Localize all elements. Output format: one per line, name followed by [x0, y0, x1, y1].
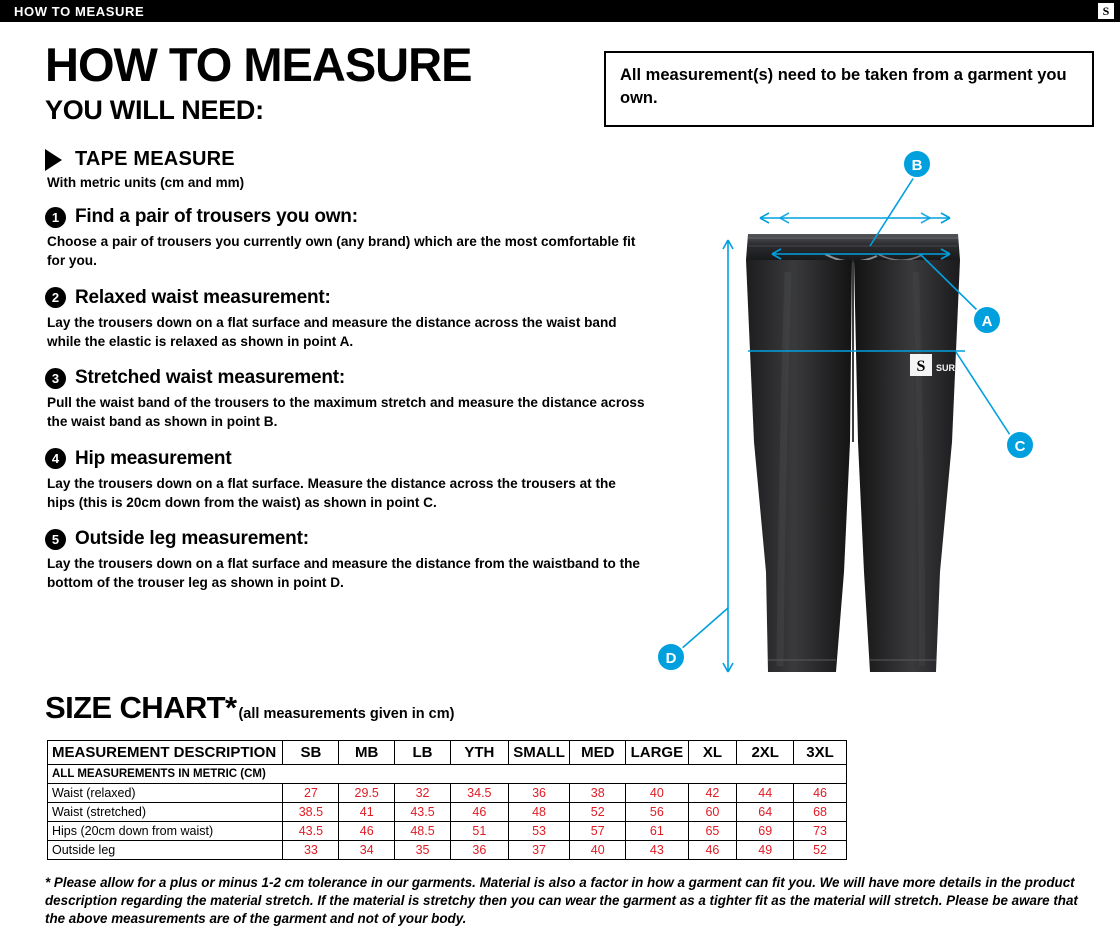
trousers-graphic [746, 234, 960, 672]
titlebar-title: HOW TO MEASURE [14, 3, 145, 19]
svg-text:A: A [981, 313, 993, 330]
column-header-description: MEASUREMENT DESCRIPTION [48, 741, 283, 765]
callout-c [1006, 431, 1034, 459]
step-3-body: Pull the waist band of the trousers to the maximum stretch and measure the distance across the waist band as shown in point B. [47, 395, 645, 430]
tape-measure-sublabel: With metric units (cm and mm) [47, 175, 245, 191]
cell-outside-leg-med: 40 [570, 841, 626, 860]
svg-text:S: S [916, 358, 926, 375]
tolerance-footnote: * Please allow for a plus or minus 1-2 cm tolerance in our garments. Material is also a factor in how a garment can fit you. We will have more details in the product description regarding the material stretch. If the material is stretchy then you can wear the garment as a tighter fit as the material will stretch. Please be aware that the above measurements are of the garment and not of your body. [45, 875, 1078, 927]
cell-outside-leg-mb: 34 [339, 841, 395, 860]
trouser-measurement-diagram [620, 142, 1090, 702]
cell-waist-stretched-3xl: 68 [794, 803, 847, 822]
step-4-title: Hip measurement [75, 447, 232, 469]
svg-text:C: C [1014, 438, 1026, 455]
cell-hips-3xl: 73 [794, 822, 847, 841]
step-2-number: 2 [45, 287, 66, 308]
cell-waist-relaxed-med: 38 [570, 784, 626, 803]
cell-waist-relaxed-lb: 32 [395, 784, 451, 803]
row-label-waist-stretched: Waist (stretched) [48, 803, 283, 822]
table-row [48, 784, 847, 803]
size-chart-table [47, 740, 847, 860]
tape-measure-item [45, 148, 645, 171]
cell-hips-mb: 46 [339, 822, 395, 841]
measurement-note-box [604, 51, 1094, 127]
step-2-body: Lay the trousers down on a flat surface and measure the distance across the waist band while the elastic is relaxed as shown in point A. [47, 314, 617, 349]
column-header-mb: MB [339, 741, 395, 765]
cell-outside-leg-yth: 36 [450, 841, 508, 860]
cell-waist-stretched-large: 56 [626, 803, 688, 822]
column-header-3xl: 3XL [794, 741, 847, 765]
metric-note-row [48, 765, 847, 784]
cell-outside-leg-2xl: 49 [737, 841, 794, 860]
step-4-number: 4 [45, 448, 66, 469]
cell-waist-relaxed-3xl: 46 [794, 784, 847, 803]
column-header-yth: YTH [450, 741, 508, 765]
callout-b [903, 150, 931, 178]
page-title: HOW TO MEASURE [45, 38, 472, 91]
callout-d [657, 643, 685, 671]
cell-hips-large: 61 [626, 822, 688, 841]
step-5 [45, 528, 645, 593]
column-header-sb: SB [283, 741, 339, 765]
column-header-2xl: 2XL [737, 741, 794, 765]
triangle-bullet-icon [45, 149, 62, 171]
cell-hips-sb: 43.5 [283, 822, 339, 841]
cell-waist-stretched-small: 48 [508, 803, 570, 822]
svg-text:B: B [911, 157, 923, 174]
step-4 [45, 448, 645, 513]
step-2 [45, 287, 645, 352]
cell-outside-leg-large: 43 [626, 841, 688, 860]
cell-hips-2xl: 69 [737, 822, 794, 841]
cell-waist-stretched-mb: 41 [339, 803, 395, 822]
cell-waist-stretched-2xl: 64 [737, 803, 794, 822]
step-4-body: Lay the trousers down on a flat surface. Measure the distance across the trousers at the hips (this is 20cm down from the waist) as shown in point C. [47, 475, 616, 510]
table-row [48, 841, 847, 860]
cell-outside-leg-xl: 46 [688, 841, 737, 860]
step-3-title: Stretched waist measurement: [75, 367, 345, 389]
row-label-outside-leg: Outside leg [48, 841, 283, 860]
step-5-body: Lay the trousers down on a flat surface and measure the distance from the waistband to the bottom of the trouser leg as shown in point D. [47, 556, 640, 591]
measurement-note-text: All measurement(s) need to be taken from a garment you own. [620, 66, 1067, 108]
cell-waist-relaxed-yth: 34.5 [450, 784, 508, 803]
cell-waist-relaxed-xl: 42 [688, 784, 737, 803]
cell-waist-relaxed-large: 40 [626, 784, 688, 803]
row-label-hips: Hips (20cm down from waist) [48, 822, 283, 841]
step-1-title: Find a pair of trousers you own: [75, 206, 358, 228]
svg-text:SURRIDGE: SURRIDGE [936, 363, 984, 373]
callout-a [973, 306, 1001, 334]
document-page [0, 22, 1120, 927]
step-1-number: 1 [45, 207, 66, 228]
page-subtitle: YOU WILL NEED: [45, 95, 264, 126]
cell-hips-xl: 65 [688, 822, 737, 841]
step-3-number: 3 [45, 368, 66, 389]
cell-waist-stretched-lb: 43.5 [395, 803, 451, 822]
cell-waist-relaxed-sb: 27 [283, 784, 339, 803]
metric-note-cell: ALL MEASUREMENTS IN METRIC (CM) [48, 765, 847, 784]
column-header-small: SMALL [508, 741, 570, 765]
column-header-lb: LB [395, 741, 451, 765]
cell-hips-lb: 48.5 [395, 822, 451, 841]
cell-outside-leg-sb: 33 [283, 841, 339, 860]
table-row [48, 822, 847, 841]
cell-hips-med: 57 [570, 822, 626, 841]
step-5-title: Outside leg measurement: [75, 528, 309, 550]
table-header-row [48, 741, 847, 765]
size-chart-title: SIZE CHART* [45, 690, 237, 725]
cell-waist-stretched-yth: 46 [450, 803, 508, 822]
cell-hips-yth: 51 [450, 822, 508, 841]
size-chart-subtitle: (all measurements given in cm) [238, 706, 455, 722]
cell-waist-stretched-sb: 38.5 [283, 803, 339, 822]
cell-hips-small: 53 [508, 822, 570, 841]
cell-outside-leg-3xl: 52 [794, 841, 847, 860]
step-2-title: Relaxed waist measurement: [75, 286, 331, 308]
tape-measure-label: TAPE MEASURE [75, 148, 235, 171]
cell-waist-stretched-xl: 60 [688, 803, 737, 822]
step-3 [45, 367, 645, 432]
row-label-waist-relaxed: Waist (relaxed) [48, 784, 283, 803]
cell-waist-relaxed-small: 36 [508, 784, 570, 803]
column-header-xl: XL [688, 741, 737, 765]
cell-waist-relaxed-mb: 29.5 [339, 784, 395, 803]
cell-waist-relaxed-2xl: 44 [737, 784, 794, 803]
column-header-med: MED [570, 741, 626, 765]
app-titlebar [0, 0, 1120, 22]
table-row [48, 803, 847, 822]
size-chart-heading [45, 690, 454, 726]
step-5-number: 5 [45, 529, 66, 550]
cell-waist-stretched-med: 52 [570, 803, 626, 822]
brand-logo-icon: S [1098, 3, 1114, 19]
svg-text:D: D [665, 650, 677, 667]
step-1 [45, 206, 645, 271]
cell-outside-leg-lb: 35 [395, 841, 451, 860]
instructions-column [45, 32, 645, 593]
cell-outside-leg-small: 37 [508, 841, 570, 860]
column-header-large: LARGE [626, 741, 688, 765]
step-1-body: Choose a pair of trousers you currently own (any brand) which are the most comfortable fit for you. [47, 234, 636, 269]
